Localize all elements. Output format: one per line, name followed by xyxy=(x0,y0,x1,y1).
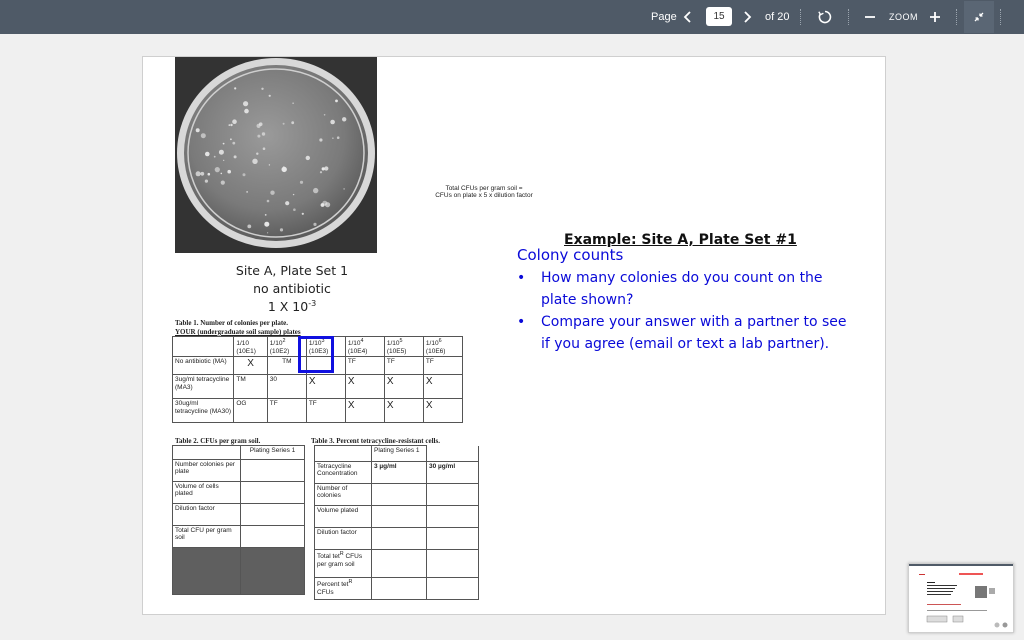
colony-dot xyxy=(196,171,201,176)
table-cell xyxy=(427,578,479,600)
colony-dot xyxy=(293,194,294,195)
table-row xyxy=(173,375,463,399)
table-cell xyxy=(241,460,305,482)
table-cell xyxy=(241,526,305,548)
colony-dot xyxy=(264,222,269,227)
table-header-cell: $1/10^2$ (10E2) xyxy=(267,337,306,357)
colony-dot xyxy=(201,133,206,138)
colony-dot xyxy=(324,114,326,116)
bullet-icon: • xyxy=(517,314,526,330)
colony-dot xyxy=(215,167,220,172)
table-header-cell: 30 µg/ml xyxy=(427,462,479,484)
colony-dot xyxy=(283,166,285,168)
colony-dot xyxy=(265,214,267,216)
table-cell: TF xyxy=(345,357,384,375)
next-page-button[interactable] xyxy=(742,0,752,34)
table-cell: X xyxy=(306,375,345,399)
colony-dot xyxy=(214,156,216,158)
table-header-cell: $1/10^6$ (10E6) xyxy=(423,337,462,357)
table-cell: TM xyxy=(267,357,306,375)
colony-dot xyxy=(322,167,325,170)
colony-dot xyxy=(262,132,265,135)
table-cell xyxy=(241,482,305,504)
cfu-formula xyxy=(424,185,544,199)
toolbar-divider xyxy=(1000,9,1001,25)
highlight-box xyxy=(298,336,334,373)
colony-dot xyxy=(306,156,310,160)
colony-dot xyxy=(300,181,303,184)
table-row-label: Tetracycline Concentration xyxy=(315,462,372,484)
toolbar-divider xyxy=(848,9,849,25)
colony-dot xyxy=(234,155,237,158)
bullet-icon: • xyxy=(517,270,526,286)
table-cell xyxy=(427,528,479,550)
colony-dot xyxy=(337,136,340,139)
table-row xyxy=(315,484,479,506)
colony-dot xyxy=(232,142,235,145)
table-row-label: No antibiotic (MA) xyxy=(173,357,234,375)
table-row xyxy=(315,578,479,600)
table-row xyxy=(173,399,463,423)
table-row-label: Percent tet$^R$ CFUs xyxy=(315,578,372,600)
zoom-out-button[interactable] xyxy=(864,0,876,34)
toolbar-divider xyxy=(956,9,957,25)
table-cell: X xyxy=(384,375,423,399)
table-cell xyxy=(372,578,427,600)
table-cell xyxy=(427,446,479,462)
table-cell xyxy=(427,484,479,506)
table-row xyxy=(315,446,479,462)
table-row-label: Dilution factor xyxy=(173,504,241,526)
table-row xyxy=(173,446,305,460)
colony-dot xyxy=(205,180,208,183)
table-cell: X xyxy=(345,399,384,423)
table-header-cell: 1/10 (10E1) xyxy=(234,337,267,357)
chevron-left-icon xyxy=(683,10,693,24)
table-cell: TF xyxy=(423,357,462,375)
table-header-cell: $1/10^5$ (10E5) xyxy=(384,337,423,357)
table3-percent-resistant xyxy=(314,445,479,600)
prev-page-button[interactable] xyxy=(683,0,693,34)
colony-dot xyxy=(321,203,325,207)
collapse-icon xyxy=(973,11,985,23)
table-row-label: Total tet$^R$ CFUs per gram soil xyxy=(315,550,372,578)
colony-dot xyxy=(324,166,328,170)
table-cell xyxy=(427,550,479,578)
colony-dot xyxy=(223,160,224,161)
table-cell xyxy=(372,550,427,578)
colony-dot xyxy=(320,171,322,173)
colony-dot xyxy=(267,232,268,233)
page-number-input[interactable]: 15 xyxy=(706,7,732,26)
table-cell: TF xyxy=(267,399,306,423)
colony-dot xyxy=(282,167,287,172)
table-header-cell: Plating Series 1 xyxy=(372,446,427,462)
table-row xyxy=(315,462,479,484)
colony-dot xyxy=(205,152,210,157)
example-title: Example: Site A, Plate Set #1 xyxy=(564,232,797,248)
rotate-button[interactable] xyxy=(817,0,833,34)
colony-dot xyxy=(261,88,263,90)
viewer-toolbar xyxy=(0,0,1024,34)
rotate-icon xyxy=(817,9,833,25)
table-header-cell: $1/10^3$ (10E3) xyxy=(306,337,345,357)
colony-dot xyxy=(223,143,225,145)
table-cell: TF xyxy=(384,357,423,375)
colony-dot xyxy=(313,223,316,226)
table-row xyxy=(173,526,305,548)
table-cell xyxy=(241,548,305,595)
colony-dot xyxy=(285,201,289,205)
plate-caption-line1: Site A, Plate Set 1 xyxy=(235,263,349,278)
chevron-right-icon xyxy=(742,10,752,24)
colony-dot xyxy=(257,135,260,138)
formula-line1: Total CFUs per gram soil = xyxy=(445,185,523,192)
petri-plate-image xyxy=(175,57,377,253)
colony-dot xyxy=(200,172,204,176)
table1-title: Table 1. Number of colonies per plate. xyxy=(175,319,289,327)
colony-dot xyxy=(283,123,285,125)
table-cell: X xyxy=(345,375,384,399)
colony-dot xyxy=(243,173,246,176)
toolbar-divider xyxy=(800,9,801,25)
colony-dot xyxy=(291,121,294,124)
table-cell: X xyxy=(384,399,423,423)
table-cell xyxy=(427,506,479,528)
table-row xyxy=(173,482,305,504)
table-row xyxy=(173,460,305,482)
colony-dot xyxy=(257,124,261,128)
colony-dot xyxy=(230,138,232,140)
table-cell: 30 xyxy=(267,375,306,399)
colony-dot xyxy=(208,173,211,176)
table-cell xyxy=(173,548,241,595)
colony-dot xyxy=(246,191,248,193)
colony-dot xyxy=(219,150,224,155)
colony-dot xyxy=(252,159,257,164)
dilution-exponent: -3 xyxy=(308,299,317,308)
colony-dot xyxy=(234,87,236,89)
table-cell xyxy=(372,484,427,506)
table-row-label: Total CFU per gram soil xyxy=(173,526,241,548)
colony-dot xyxy=(267,200,270,203)
colony-dot xyxy=(269,95,271,97)
formula-line2: CFUs on plate x 5 x dilution factor xyxy=(435,192,533,199)
table-row-label: 3ug/ml tetracycline (MA3) xyxy=(173,375,234,399)
colony-dot xyxy=(342,117,346,121)
table-cell: TF xyxy=(306,399,345,423)
table-header-cell: Plating Series 1 xyxy=(241,446,305,460)
plus-icon xyxy=(929,11,941,23)
colony-dot xyxy=(256,153,258,155)
bullet-text: How many colonies do you count on the plate shown? xyxy=(541,270,823,308)
table-cell: OG xyxy=(234,399,267,423)
table-row xyxy=(315,506,479,528)
table-row xyxy=(315,528,479,550)
petri-plate-photo xyxy=(175,57,377,253)
page-total: of 20 xyxy=(765,11,790,23)
slide-page xyxy=(142,56,886,615)
colony-dot xyxy=(280,228,283,231)
table3-title: Table 3. Percent tetracycline-resistant cells. xyxy=(311,437,440,445)
table-header-cell: $1/10^4$ (10E4) xyxy=(345,337,384,357)
colony-counts-heading: Colony counts xyxy=(517,246,624,264)
minus-icon xyxy=(864,11,876,23)
table-row-label: Number colonies per plate xyxy=(173,460,241,482)
zoom-in-button[interactable] xyxy=(929,0,941,34)
colony-dot xyxy=(302,213,304,215)
colony-dot xyxy=(343,188,345,190)
table-row-label: Volume of cells plated xyxy=(173,482,241,504)
colony-dot xyxy=(221,181,225,185)
table2-cfus-per-gram xyxy=(172,445,305,595)
exit-fullscreen-button[interactable] xyxy=(964,1,994,33)
colony-dot xyxy=(196,128,200,132)
table-row-label: 30ug/ml tetracycline (MA30) xyxy=(173,399,234,423)
colony-dot xyxy=(244,109,249,114)
table2-title: Table 2. CFUs per gram soil. xyxy=(175,437,261,445)
colony-dot xyxy=(319,138,322,141)
colony-dot xyxy=(313,188,318,193)
colony-dot xyxy=(269,164,270,165)
table-row xyxy=(173,504,305,526)
table-cell: TM xyxy=(234,375,267,399)
table-row-label: Dilution factor xyxy=(315,528,372,550)
bullet-text: Compare your answer with a partner to see if you agree (email or text a lab partner). xyxy=(541,314,847,352)
colony-dot xyxy=(330,120,335,125)
dilution-value: 1 X 10 xyxy=(267,299,309,315)
table-cell: X xyxy=(423,375,462,399)
table-cell xyxy=(241,504,305,526)
table-row-label: Volume plated xyxy=(315,506,372,528)
colony-dot xyxy=(263,147,266,150)
table-row xyxy=(173,548,305,595)
table-cell xyxy=(173,446,241,460)
colony-dot xyxy=(227,170,231,174)
table-header-cell: 3 µg/ml xyxy=(372,462,427,484)
table-cell: X xyxy=(423,399,462,423)
plate-caption-line3 xyxy=(207,299,377,314)
colony-dot xyxy=(221,173,223,175)
table-cell xyxy=(372,506,427,528)
colony-dot xyxy=(292,102,294,104)
colony-dot xyxy=(332,138,333,139)
colony-dot xyxy=(243,101,248,106)
table-row xyxy=(315,550,479,578)
page-thumbnail-navigator[interactable] xyxy=(908,563,1014,633)
plate-caption-line2: no antibiotic xyxy=(253,281,331,296)
table-cell xyxy=(315,446,372,462)
zoom-label: ZOOM xyxy=(889,12,918,22)
colony-dot xyxy=(247,225,251,229)
thumbnail-preview xyxy=(909,564,1013,632)
table1-subtitle: YOUR (undergraduate soil sample) plates xyxy=(175,328,301,336)
table-row-label: Number of colonies xyxy=(315,484,372,506)
colony-dot xyxy=(270,191,274,195)
colony-dot xyxy=(230,124,232,126)
table-cell xyxy=(173,337,234,357)
colony-dot xyxy=(229,124,231,126)
colony-dot xyxy=(335,100,338,103)
table-cell xyxy=(372,528,427,550)
colony-dot xyxy=(293,208,296,211)
page-label: Page xyxy=(651,11,677,23)
colony-dot xyxy=(232,119,237,124)
table-cell: X xyxy=(234,357,267,375)
